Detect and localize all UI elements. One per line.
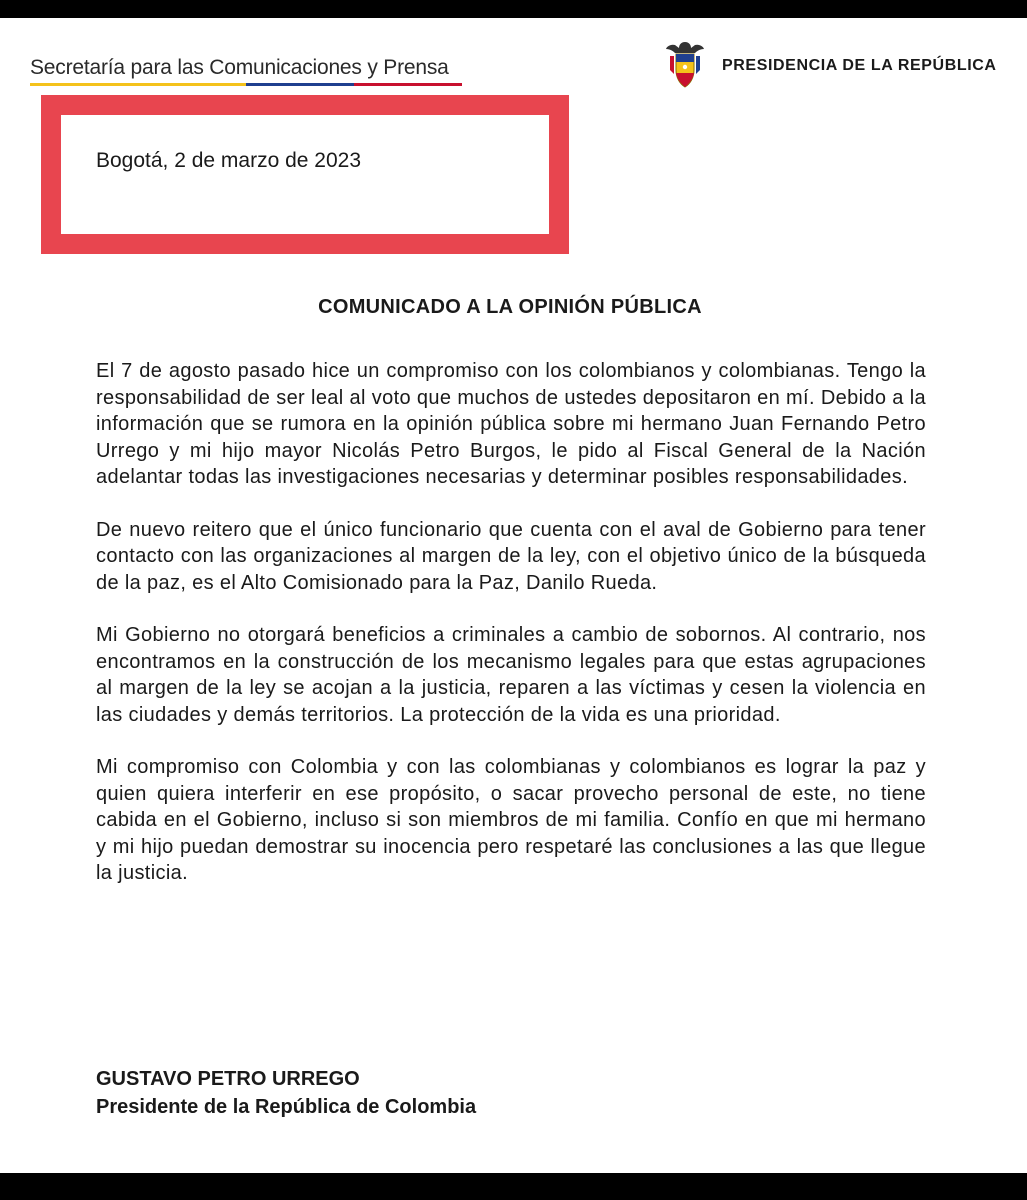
document-page — [0, 18, 1027, 1173]
presidencia-label: PRESIDENCIA DE LA REPÚBLICA — [722, 57, 997, 74]
signature-block — [96, 1065, 476, 1121]
signature-role: Presidente de la República de Colombia — [96, 1096, 477, 1118]
flag-color-bar — [30, 83, 462, 86]
flag-blue-stripe — [246, 83, 354, 86]
presidencia-header — [664, 40, 997, 92]
paragraph-2: De nuevo reitero que el único funcionario que cuenta con el aval de Gobierno para tener contacto con las organizaciones al margen de la ley, con el objetivo único de la búsqueda de la paz, es el Alto Comisionado para la Paz, Danilo Rueda. — [96, 518, 926, 594]
paragraph-1: El 7 de agosto pasado hice un compromiso con los colombianos y colombianas. Tengo la responsabilidad de ser leal al voto que muchos de ustedes depositaron en mí. Debido a la información que se rumora en la opinión pública sobre mi hermano Juan Fernando Petro Urrego y mi hijo mayor Nicolás Petro Burgos, le pido al Fiscal General de la Nación adelantar todas las investigaciones necesarias y determinar posibles responsabilidades. — [96, 360, 926, 488]
document-body — [96, 358, 926, 913]
secretaria-label: Secretaría para las Comunicaciones y Prensa — [30, 56, 449, 79]
signature-name: GUSTAVO PETRO URREGO — [96, 1068, 360, 1090]
date-highlight-box — [41, 95, 569, 254]
date-box-inner — [61, 115, 549, 234]
secretaria-header — [30, 56, 462, 86]
paragraph-3: Mi Gobierno no otorgará beneficios a criminales a cambio de sobornos. Al contrario, nos encontramos en la construcción de los mecanismo legales para que estas agrupaciones al margen de la ley se acojan a la justicia, reparen a las víctimas y cesen la violencia en las ciudades y demás territorios. La protección de la vida es una prioridad. — [96, 624, 926, 726]
flag-yellow-stripe — [30, 83, 246, 86]
document-title: COMUNICADO A LA OPINIÓN PÚBLICA — [318, 296, 702, 318]
paragraph-4: Mi compromiso con Colombia y con las colombianas y colombianos es lograr la paz y quien quiera interferir en ese propósito, o sacar provecho personal de este, no tiene cabida en el Gobierno, incluso si son miembros de mi familia. Confío en que mi hermano y mi hijo puedan demostrar su inocencia pero respetaré las conclusiones a las que llegue la justicia. — [96, 756, 926, 884]
date-line: Bogotá, 2 de marzo de 2023 — [96, 149, 362, 172]
flag-red-stripe — [354, 83, 462, 86]
colombia-coat-of-arms-icon — [664, 40, 706, 92]
